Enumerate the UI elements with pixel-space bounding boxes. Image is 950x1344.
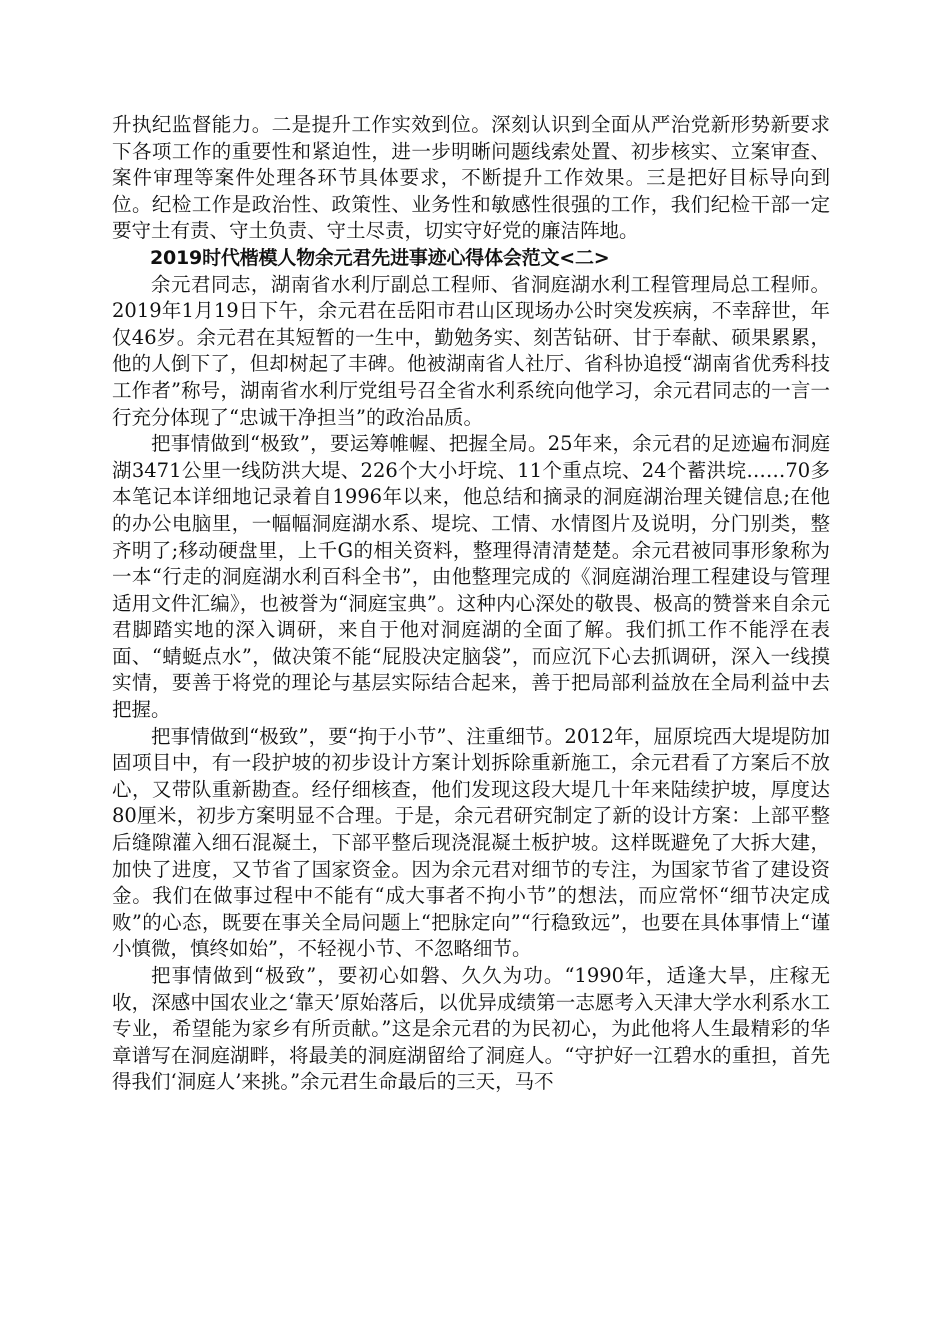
body-paragraph-1: 余元君同志，湖南省水利厅副总工程师、省洞庭湖水利工程管理局总工程师。2019年1月19日下午，余元君在岳阳市君山区现场办公时突发疾病，不幸辞世，年仅46岁。余元君在其短暂的一生中，勤勉务实、刻苦钻研、甘于奉献、硕果累累，他的人倒下了，但却树起了丰碑。他被湖南省人社厅、省科协追授“湖南省优秀科技工作者”称号，湖南省水利厅党组号召全省水利系统向他学习，余元君同志的一言一行充分体现了“忠诚干净担当”的政治品质。 xyxy=(112,272,830,429)
body-paragraph-3: 把事情做到“极致”，要“拘于小节”、注重细节。2012年，屈原垸西大堤堤防加固项目中，有一段护坡的初步设计方案计划拆除重新施工，余元君看了方案后不放心，又带队重新勘查。经仔细核查，他们发现这段大堤几十年来陆续护坡，厚度达80厘米，初步方案明显不合理。于是，余元君研究制定了新的设计方案：上部平整后缝隙灌入细石混凝土，下部平整后现浇混凝土板护坡。这样既避免了大拆大建，加快了进度，又节省了国家资金。因为余元君对细节的专注，为国家节省了建设资金。我们在做事过程中不能有“成大事者不拘小节”的想法，而应常怀“细节决定成败”的心态，既要在事关全局问题上“把脉定向”“行稳致远”，也要在具体事情上“谨小慎微，慎终如始”，不轻视小节、不忽略细节。 xyxy=(112,724,830,961)
document-page xyxy=(112,112,830,1096)
body-paragraph-4: 把事情做到“极致”，要初心如磐、久久为功。“1990年，适逢大旱，庄稼无收，深感中国农业之‘靠天’原始落后，以优异成绩第一志愿考入天津大学水利系水工专业，希望能为家乡有所贡献。”这是余元君的为民初心，为此他将人生最精彩的华章谱写在洞庭湖畔，将最美的洞庭湖留给了洞庭人。“守护好一江碧水的重担，首先得我们‘洞庭人’来挑。”余元君生命最后的三天，马不 xyxy=(112,964,830,1094)
body-paragraph-2: 把事情做到“极致”，要运筹帷幄、把握全局。25年来，余元君的足迹遍布洞庭湖3471公里一线防洪大堤、226个大小圩垸、11个重点垸、24个蓄洪垸……70多本笔记本详细地记录着自1996年以来，他总结和摘录的洞庭湖治理关键信息;在他的办公电脑里，一幅幅洞庭湖水系、堤垸、工情、水情图片及说明，分门别类，整齐明了;移动硬盘里，上千G的相关资料，整理得清清楚楚。余元君被同事形象称为一本“行走的洞庭湖水利百科全书”，由他整理完成的《洞庭湖治理工程建设与管理适用文件汇编》，也被誉为“洞庭宝典”。这种内心深处的敬畏、极高的赞誉来自余元君脚踏实地的深入调研，来自于他对洞庭湖的全面了解。我们抓工作不能浮在表面、“蜻蜓点水”，做决策不能“屁股决定脑袋”，而应沉下心去抓调研，深入一线摸实情，要善于将党的理论与基层实际结合起来，善于把局部利益放在全局利益中去把握。 xyxy=(112,432,830,722)
intro-paragraph: 升执纪监督能力。二是提升工作实效到位。深刻认识到全面从严治党新形势新要求下各项工作的重要性和紧迫性，进一步明晰问题线索处置、初步核实、立案审查、案件审理等案件处理各环节具体要求，不断提升工作效果。三是把好目标导向到位。纪检工作是政治性、政策性、业务性和敏感性很强的工作，我们纪检干部一定要守土有责、守土负责、守土尽责，切实守好党的廉洁阵地。 xyxy=(112,113,830,243)
section-heading: 2019时代楷模人物余元君先进事迹心得体会范文<二> xyxy=(150,246,610,269)
